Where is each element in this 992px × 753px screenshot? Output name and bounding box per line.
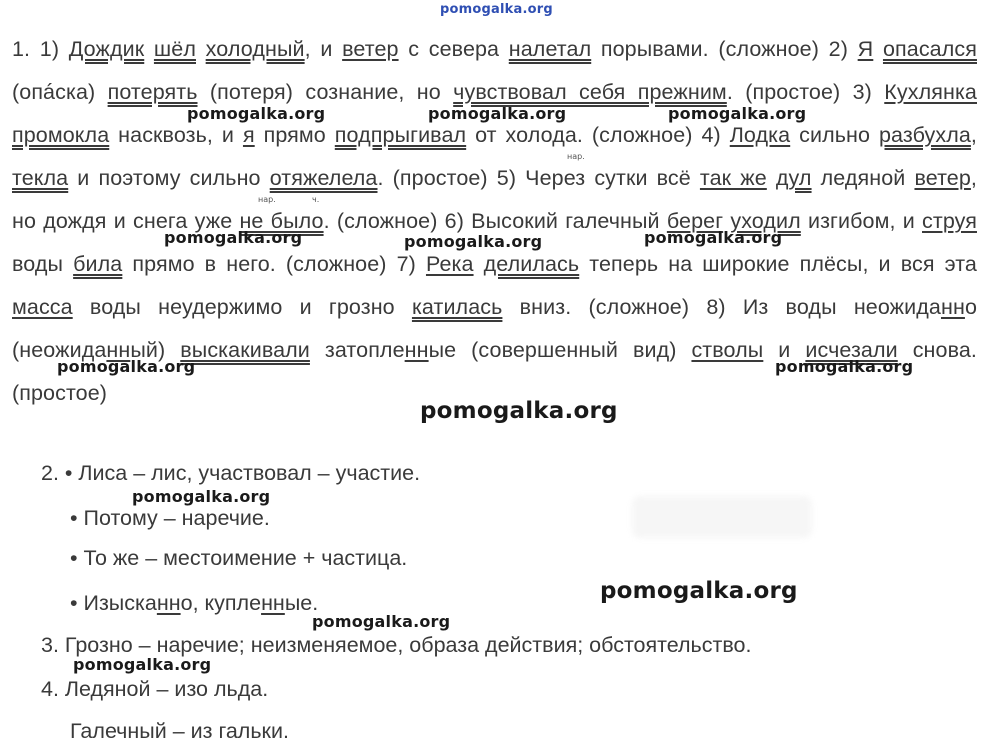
text-span: воды [12,252,74,276]
text-span: (потеря) сознание, но [197,80,454,104]
subject-word: масса [12,295,73,319]
predicate-word: шёл [153,37,196,61]
text-span: о, купле [180,591,262,615]
text-span: и поэтому сильно [68,166,270,190]
subject-word: Река [425,252,474,276]
text-span: (опáска) [12,80,108,104]
predicate-word: холодный [205,37,305,61]
watermark-label: pomogalka.org [312,612,451,631]
text-span: прямо [254,123,335,147]
predicate-word: катилась [411,295,503,319]
subject-word: я [242,123,255,147]
answer-item-2: 2. • Лиса – лис, участвовал – участие. [41,461,421,485]
adverb-mark: нар. [567,152,585,161]
text-span: . (простое) 3) [726,80,885,104]
subject-word: стволы [691,338,764,362]
text-span: ые. [284,591,319,615]
particle-mark: ч. [312,195,320,204]
predicate-word: разбухла [878,123,971,147]
watermark-label: pomogalka.org [164,228,303,247]
subject-word: струя [922,209,977,233]
double-n-mark: нн [261,591,285,615]
watermark-label: pomogalka.org [404,232,543,251]
answer-item-2c: • То же – местоимение + частица. [70,546,408,570]
subject-word: Лодка [729,123,791,147]
subject-word: Дождик [68,37,145,61]
text-span: прямо в него. (сложное) 7) [122,252,426,276]
marked-word: так же [699,166,767,190]
text-span: вниз. (сложное) 8) Из воды неожида [502,295,941,319]
text-span: затопле [309,338,405,362]
subject-word: ветер [914,166,971,190]
watermark-label-large: pomogalka.org [600,578,798,604]
answer-item-3: 3. Грозно – наречие; неизменяемое, образа действия; обстоятельство. [41,633,752,657]
text-span: теперь на широкие плёсы, и вся эта [579,252,977,276]
answer-item-4: 4. Ледяной – изо льда. [41,677,269,701]
predicate-word: подпрыгивал [334,123,467,147]
text-span: с севера [398,37,509,61]
subject-word: берег [666,209,724,233]
subject-word: ветер [342,37,399,61]
watermark-label: pomogalka.org [644,228,783,247]
predicate-word: уходил [730,209,801,233]
text-span: ледяной [811,166,915,190]
predicate-word: выскакивали [180,338,310,362]
text-span: . (простое) 5) Через сутки всё [377,166,700,190]
text-span: воды неудержимо и грозно [72,295,412,319]
text-span: изгибом, и [800,209,923,233]
text-span: насквозь, и [109,123,243,147]
text-span: от холода. (сложное) 4) [466,123,730,147]
watermark-label: pomogalka.org [668,104,807,123]
predicate-word: дул [775,166,812,190]
adverb-mark: нар. [258,195,276,204]
faded-button-shape [632,496,812,538]
watermark-label: pomogalka.org [57,357,196,376]
text-span: ые (совершенный вид) [428,338,692,362]
text-span: , и [304,37,343,61]
text-span: о (неожида [12,295,977,362]
predicate-word: отяжелела [269,166,378,190]
text-span: , но дождя и снега уже [12,166,977,233]
watermark-label-large: pomogalka.org [420,398,618,424]
watermark-label: pomogalka.org [73,655,212,674]
text-span: . (сложное) 6) Высокий галечный [323,209,667,233]
predicate-word: промокла [12,123,110,147]
watermark-label: pomogalka.org [132,487,271,506]
answer-item-2d [70,590,318,616]
text-span: снова. (простое) [12,338,978,405]
predicate-word: опасался [882,37,977,61]
answer-item-4b: Галечный – из гальки. [70,719,289,743]
predicate-word: не было [239,209,324,233]
double-n-mark: нн [404,338,429,362]
predicate-word: потерять [107,80,198,104]
predicate-word: чувствовал себя прежним [453,80,727,104]
watermark-top: pomogalka.org [440,2,553,17]
watermark-label: pomogalka.org [428,104,567,123]
watermark-label: pomogalka.org [187,104,326,123]
predicate-word: делилась [483,252,580,276]
double-n-mark: нн [940,295,965,319]
text-span: ый) [130,338,181,362]
text-span: 1. 1) [12,37,69,61]
predicate-word: била [73,252,123,276]
text-span: сильно [790,123,879,147]
text-span: порывами. (сложное) 2) [591,37,858,61]
predicate-word: исчезали [805,338,898,362]
predicate-word: налетал [508,37,592,61]
subject-word: Я [857,37,874,61]
double-n-mark: нн [156,591,181,615]
text-span: , [970,123,977,147]
watermark-label: pomogalka.org [775,357,914,376]
answer-item-2b: • Потому – наречие. [70,506,270,530]
text-span: • Изыска [70,591,157,615]
predicate-word: текла [12,166,69,190]
text-span: и [763,338,806,362]
double-n-mark: нн [106,338,131,362]
subject-word: Кухлянка [884,80,977,104]
